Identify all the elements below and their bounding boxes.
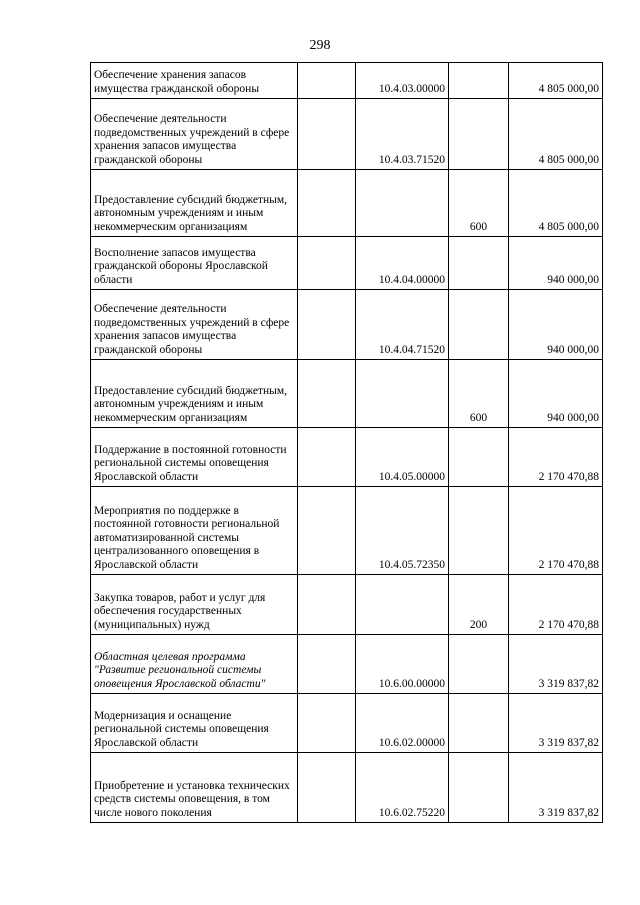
amount-cell: 4 805 000,00 [509, 170, 603, 237]
classification-code-cell [356, 170, 449, 237]
table-row [91, 753, 603, 823]
table-row [91, 63, 603, 99]
blank-cell [298, 428, 356, 487]
expense-type-cell [449, 694, 509, 753]
expense-type-cell [449, 290, 509, 360]
table-row [91, 290, 603, 360]
expense-type-cell [449, 63, 509, 99]
amount-cell: 940 000,00 [509, 360, 603, 428]
item-name-cell: Модернизация и оснащение региональной системы оповещения Ярославской области [91, 694, 298, 753]
item-name-cell: Обеспечение деятельности подведомственных учреждений в сфере хранения запасов имущества гражданской обороны [91, 290, 298, 360]
item-name-cell: Поддержание в постоянной готовности региональной системы оповещения Ярославской области [91, 428, 298, 487]
blank-cell [298, 99, 356, 170]
blank-cell [298, 360, 356, 428]
blank-cell [298, 753, 356, 823]
budget-table [90, 62, 603, 823]
item-name-cell: Закупка товаров, работ и услуг для обеспечения государственных (муниципальных) нужд [91, 575, 298, 635]
amount-cell: 4 805 000,00 [509, 63, 603, 99]
amount-cell: 3 319 837,82 [509, 753, 603, 823]
expense-type-cell [449, 635, 509, 694]
blank-cell [298, 694, 356, 753]
amount-cell: 4 805 000,00 [509, 99, 603, 170]
amount-cell: 3 319 837,82 [509, 694, 603, 753]
classification-code-cell [356, 575, 449, 635]
item-name-cell: Восполнение запасов имущества гражданской обороны Ярославской области [91, 237, 298, 290]
classification-code-cell: 10.4.03.71520 [356, 99, 449, 170]
expense-type-cell: 600 [449, 170, 509, 237]
table-row [91, 237, 603, 290]
blank-cell [298, 635, 356, 694]
table-row [91, 575, 603, 635]
item-name-cell: Предоставление субсидий бюджетным, автономным учреждениям и иным некоммерческим организациям [91, 170, 298, 237]
classification-code-cell: 10.6.00.00000 [356, 635, 449, 694]
table-row [91, 99, 603, 170]
amount-cell: 940 000,00 [509, 237, 603, 290]
blank-cell [298, 170, 356, 237]
table-row [91, 170, 603, 237]
classification-code-cell: 10.4.04.00000 [356, 237, 449, 290]
expense-type-cell [449, 487, 509, 575]
item-name-cell: Предоставление субсидий бюджетным, автономным учреждениям и иным некоммерческим организациям [91, 360, 298, 428]
classification-code-cell: 10.4.04.71520 [356, 290, 449, 360]
amount-cell: 2 170 470,88 [509, 575, 603, 635]
blank-cell [298, 237, 356, 290]
classification-code-cell: 10.4.05.00000 [356, 428, 449, 487]
classification-code-cell: 10.4.05.72350 [356, 487, 449, 575]
table-row [91, 360, 603, 428]
page-number: 298 [309, 38, 331, 53]
table-row [91, 694, 603, 753]
classification-code-cell: 10.6.02.75220 [356, 753, 449, 823]
table-row [91, 428, 603, 487]
item-name-cell: Обеспечение деятельности подведомственных учреждений в сфере хранения запасов имущества гражданской обороны [91, 99, 298, 170]
amount-cell: 2 170 470,88 [509, 487, 603, 575]
item-name-cell: Областная целевая программа "Развитие региональной системы оповещения Ярославской области" [91, 635, 298, 694]
expense-type-cell [449, 753, 509, 823]
blank-cell [298, 575, 356, 635]
expense-type-cell [449, 99, 509, 170]
blank-cell [298, 63, 356, 99]
classification-code-cell: 10.4.03.00000 [356, 63, 449, 99]
expense-type-cell: 600 [449, 360, 509, 428]
item-name-cell: Мероприятия по поддержке в постоянной готовности региональной автоматизированной системы централизованного оповещения в Ярославской области [91, 487, 298, 575]
item-name-cell: Приобретение и установка технических средств системы оповещения, в том числе нового поколения [91, 753, 298, 823]
table-row [91, 487, 603, 575]
table-row [91, 635, 603, 694]
budget-table-body [91, 63, 603, 823]
classification-code-cell [356, 360, 449, 428]
blank-cell [298, 290, 356, 360]
amount-cell: 940 000,00 [509, 290, 603, 360]
classification-code-cell: 10.6.02.00000 [356, 694, 449, 753]
expense-type-cell [449, 237, 509, 290]
expense-type-cell: 200 [449, 575, 509, 635]
expense-type-cell [449, 428, 509, 487]
item-name-cell: Обеспечение хранения запасов имущества гражданской обороны [91, 63, 298, 99]
blank-cell [298, 487, 356, 575]
amount-cell: 3 319 837,82 [509, 635, 603, 694]
amount-cell: 2 170 470,88 [509, 428, 603, 487]
